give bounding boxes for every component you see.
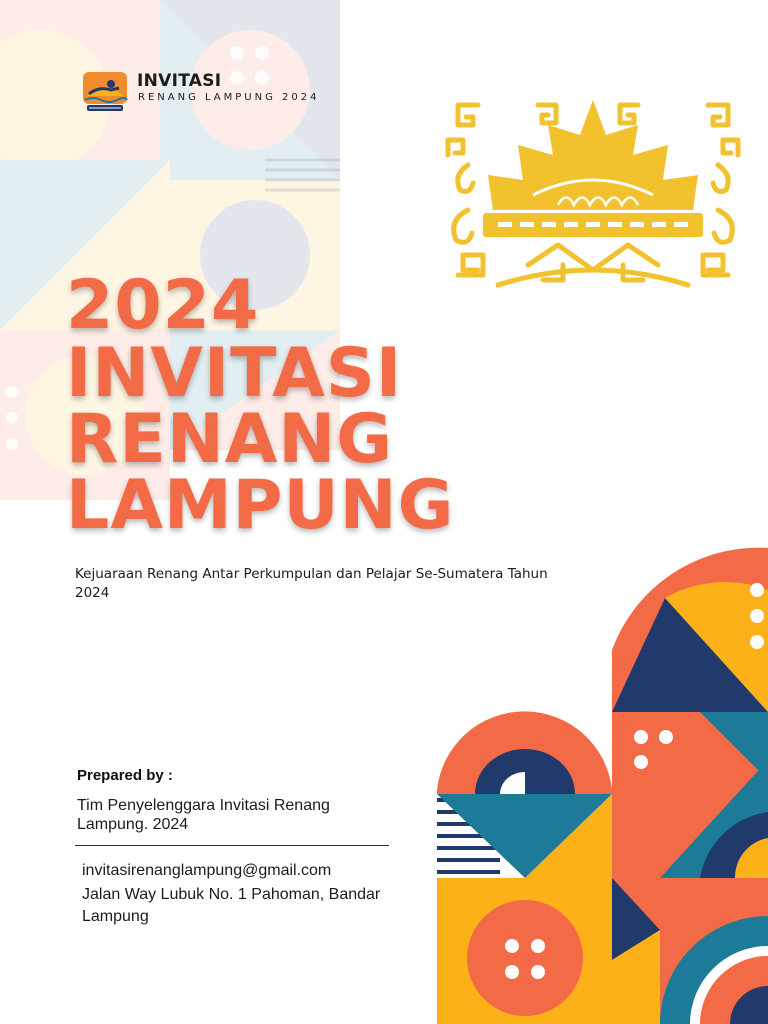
cover-subtitle: Kejuaraan Renang Antar Perkumpulan dan Pelajar Se-Sumatera Tahun 2024	[75, 566, 548, 601]
divider	[75, 845, 389, 846]
organizer-name: Tim Penyelenggara Invitasi Renang Lampung. 2024	[77, 797, 330, 833]
cover-title-line-2: INVITASI	[66, 334, 403, 413]
cover-title-line-4: LAMPUNG	[66, 466, 455, 545]
swimmer-logo-icon	[81, 70, 129, 114]
contact-address: Jalan Way Lubuk No. 1 Pahoman, Bandar Lampung	[82, 886, 381, 925]
siger-emblem-icon	[438, 95, 748, 295]
cover-title-line-3: RENANG	[66, 400, 394, 479]
contact-email[interactable]: invitasirenanglampung@gmail.com	[82, 862, 332, 879]
brand-title: INVITASI	[137, 71, 222, 91]
cover-title-year: 2024	[66, 266, 260, 345]
brand-subtitle: RENANG LAMPUNG 2024	[138, 92, 320, 103]
prepared-by-label: Prepared by :	[77, 767, 173, 784]
